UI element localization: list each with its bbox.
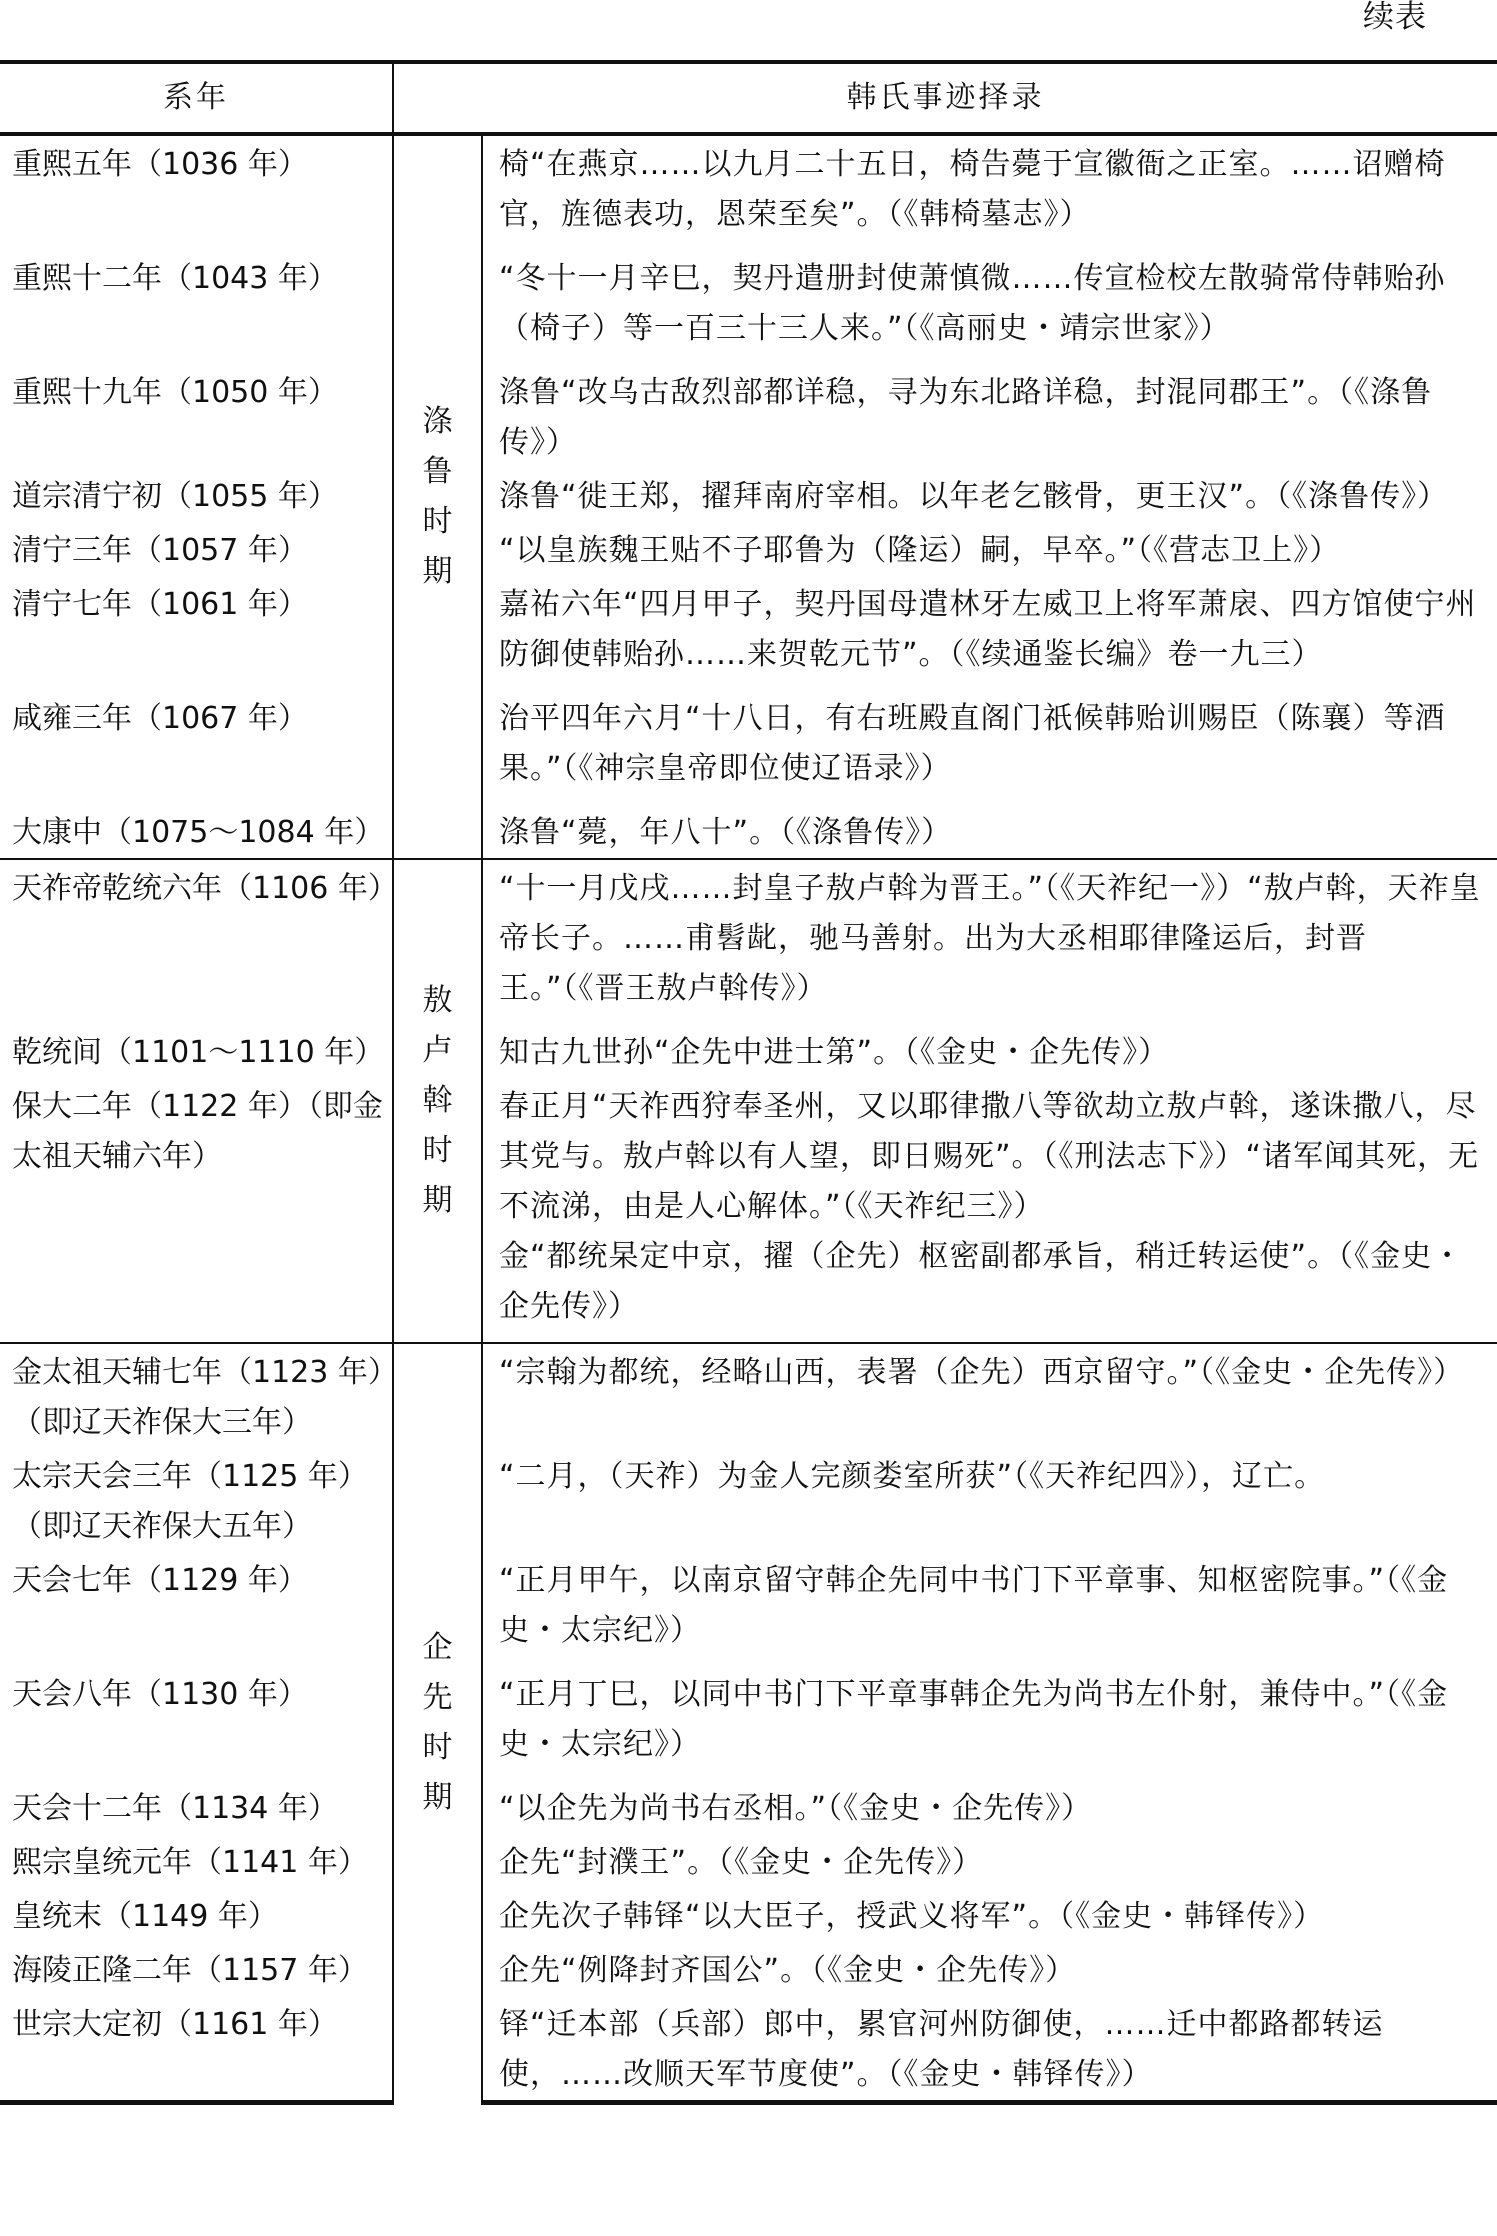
table-row <box>0 804 1497 859</box>
event-cell: 椅“在燕京……以九月二十五日，椅告薨于宣徽衙之正室。……诏赠椅官，旌德表功，恩荣至矣”。（《韩椅墓志》） <box>482 134 1497 250</box>
event-cell: 知古九世孙“企先中进士第”。（《金史・企先传》） <box>482 1024 1497 1078</box>
year-cell: 乾统间（1101～1110 年） <box>12 1035 385 1070</box>
year-cell: 大康中（1075～1084 年） <box>12 815 385 850</box>
period-label: 敖卢斡时期 <box>422 983 453 1218</box>
event-text: 金“都统杲定中京，擢（企先）枢密副都承旨，稍迁转运使”。（《金史・企先传》） <box>499 1239 1464 1324</box>
event-cell: 涤鲁“徙王郑，擢拜南府宰相。以年老乞骸骨，更王汉”。（《涤鲁传》） <box>482 468 1497 522</box>
event-cell: 嘉祐六年“四月甲子，契丹国母遣林牙左威卫上将军萧扆、四方馆使宁州防御使韩贻孙……来贺乾元节”。（《续通鉴长编》卷一九三） <box>482 576 1497 690</box>
year-cell: 海陵正隆二年（1157 年） <box>12 1953 368 1988</box>
event-cell: 涤鲁“薨，年八十”。（《涤鲁传》） <box>482 804 1497 859</box>
table-row <box>0 1024 1497 1078</box>
period-cell <box>393 859 482 1343</box>
event-cell: “正月甲午，以南京留守韩企先同中书门下平章事、知枢密院事。”（《金史・太宗纪》） <box>482 1552 1497 1666</box>
table-row <box>0 1780 1497 1834</box>
event-cell: “正月丁巳，以同中书门下平章事韩企先为尚书左仆射，兼侍中。”（《金史・太宗纪》） <box>482 1666 1497 1780</box>
table-row <box>0 1552 1497 1666</box>
table-row <box>0 1343 1497 1448</box>
period-cell <box>393 134 482 859</box>
event-cell: 铎“迁本部（兵部）郎中，累官河州防御使，……迁中都路都转运使，……改顺天军节度使”。（《金史・韩铎传》） <box>482 1996 1497 2103</box>
year-cell: 太宗天会三年（1125 年）（即辽天祚保大五年） <box>12 1459 368 1544</box>
table-row <box>0 1942 1497 1996</box>
event-cell: 企先次子韩铎“以大臣子，授武义将军”。（《金史・韩铎传》） <box>482 1888 1497 1942</box>
continued-label: 续表 <box>1363 0 1427 35</box>
table-row <box>0 250 1497 364</box>
period-cell <box>393 1343 482 2103</box>
year-cell: 天会七年（1129 年） <box>12 1563 308 1598</box>
event-cell: “二月，（天祚）为金人完颜娄室所获”（《天祚纪四》），辽亡。 <box>482 1448 1497 1552</box>
header-events: 韩氏事迹择录 <box>393 62 1497 134</box>
event-cell: 治平四年六月“十八日，有右班殿直阁门祇候韩贻训赐臣（陈襄）等酒果。”（《神宗皇帝即位使辽语录》） <box>482 690 1497 804</box>
table-row <box>0 1448 1497 1552</box>
event-cell: “冬十一月辛巳，契丹遣册封使萧慎微……传宣检校左散骑常侍韩贻孙（椅子）等一百三十三人来。”（《高丽史・靖宗世家》） <box>482 250 1497 364</box>
table-row <box>0 576 1497 690</box>
table-row <box>0 859 1497 1024</box>
year-cell: 天会十二年（1134 年） <box>12 1791 338 1826</box>
year-cell: 重熙十二年（1043 年） <box>12 261 338 296</box>
year-cell: 金太祖天辅七年（1123 年）（即辽天祚保大三年） <box>0 1343 393 1448</box>
year-cell: 世宗大定初（1161 年） <box>0 1996 393 2103</box>
year-cell: 天会八年（1130 年） <box>12 1677 308 1712</box>
table-row <box>0 1996 1497 2103</box>
event-cell: “以皇族魏王贴不子耶鲁为（隆运）嗣，早卒。”（《营志卫上》） <box>482 522 1497 576</box>
event-text: 春正月“天祚西狩奉圣州，又以耶律撒八等欲劫立敖卢斡，遂诛撒八，尽其党与。敖卢斡以有人望，即日赐死”。（《刑法志下》）“诸军闻其死，无不流涕，由是人心解体。”（《天祚纪三》） <box>499 1089 1480 1224</box>
table-row <box>0 690 1497 804</box>
table-row <box>0 1666 1497 1780</box>
year-cell: 重熙五年（1036 年） <box>0 134 393 250</box>
period-label: 企先时期 <box>422 1630 453 1816</box>
year-cell: 咸雍三年（1067 年） <box>12 701 308 736</box>
table-row <box>0 1078 1497 1343</box>
chronology-table <box>0 60 1497 2105</box>
header-year: 系年 <box>0 62 393 134</box>
year-cell: 保大二年（1122 年）（即金太祖天辅六年） <box>12 1089 383 1174</box>
year-cell: 重熙十九年（1050 年） <box>12 375 338 410</box>
event-cell: 企先“封濮王”。（《金史・企先传》） <box>482 1834 1497 1888</box>
year-cell: 天祚帝乾统六年（1106 年） <box>0 859 393 1024</box>
event-cell: “十一月戊戌……封皇子敖卢斡为晋王。”（《天祚纪一》）“敖卢斡，天祚皇帝长子。……甫髫龀，驰马善射。出为大丞相耶律隆运后，封晋王。”（《晋王敖卢斡传》） <box>482 859 1497 1024</box>
year-cell: 熙宗皇统元年（1141 年） <box>12 1845 368 1880</box>
year-cell: 皇统末（1149 年） <box>12 1899 278 1934</box>
year-cell: 清宁七年（1061 年） <box>12 587 308 622</box>
table-row <box>0 468 1497 522</box>
table-row <box>0 364 1497 468</box>
table-header-row <box>0 62 1497 134</box>
event-cell: 涤鲁“改乌古敌烈部都详稳，寻为东北路详稳，封混同郡王”。（《涤鲁传》） <box>482 364 1497 468</box>
event-cell: “宗翰为都统，经略山西，表署（企先）西京留守。”（《金史・企先传》） <box>482 1343 1497 1448</box>
event-cell: 企先“例降封齐国公”。（《金史・企先传》） <box>482 1942 1497 1996</box>
event-cell: “以企先为尚书右丞相。”（《金史・企先传》） <box>482 1780 1497 1834</box>
table-row <box>0 1834 1497 1888</box>
year-cell: 道宗清宁初（1055 年） <box>12 479 338 514</box>
event-cell <box>482 1078 1497 1343</box>
table-row <box>0 1888 1497 1942</box>
period-label: 涤鲁时期 <box>422 404 453 589</box>
year-cell: 清宁三年（1057 年） <box>12 533 308 568</box>
table-row <box>0 522 1497 576</box>
table-row <box>0 134 1497 250</box>
